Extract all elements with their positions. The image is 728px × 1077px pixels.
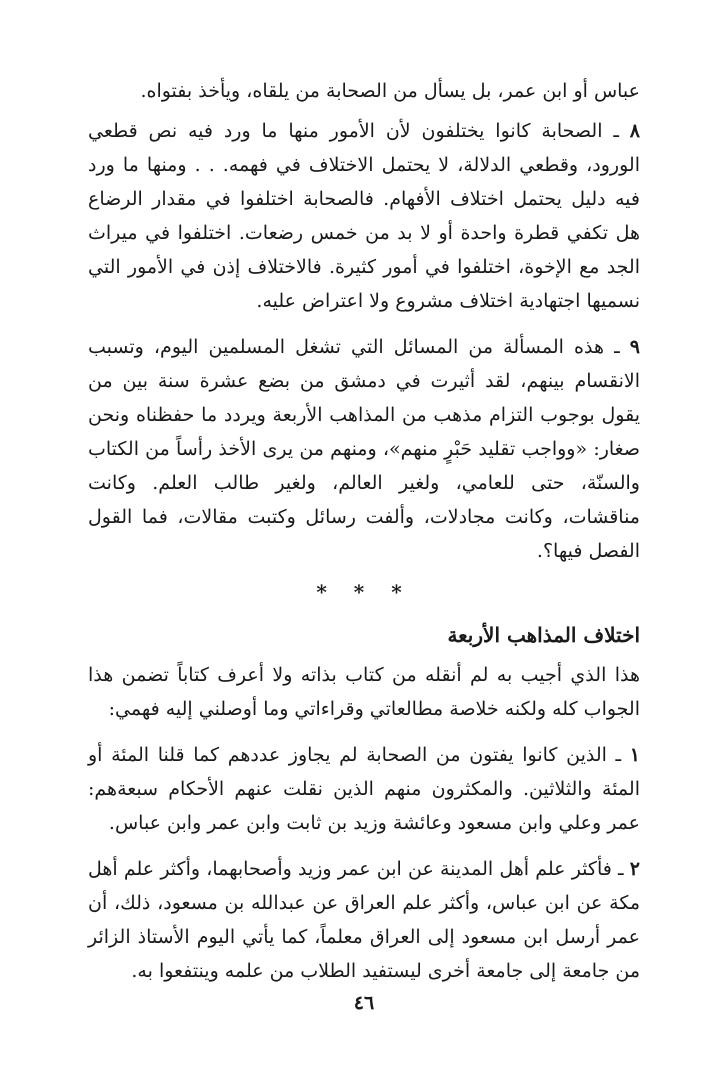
- page-number: ٤٦: [353, 992, 375, 1014]
- paragraph-text: هذا الذي أجيب به لم أنقله من كتاب بذاته ولا أعرف كتاباً تضمن هذا الجواب كله ولكنه خلاصة مطالعاتي وقراءاتي وما أوصلني إليه فهمي:: [88, 664, 640, 720]
- paragraph-text: عباس أو ابن عمر، بل يسأل من الصحابة من يلقاه، ويأخذ بفتواه.: [140, 80, 640, 102]
- paragraph-text: ـ هذه المسألة من المسائل التي تشغل المسلمين اليوم، وتسبب الانقسام بينهم، لقد أثيرت في دمشق من بضع عشرة سنة بين من يقول بوجوب التزام مذهب من المذاهب الأربعة ويردد ما حفظناه ونحن صغار: «وواجب تقليد حَبْرٍ منهم»، ومنهم من يرى الأخذ رأساً من الكتاب والسنّة، حتى للعامي، ولغير العالم، ولغير طالب العلم. وكانت مناقشات، وكانت مجادلات، وألفت رسائل وكتبت مقالات، فما القول الفصل فيها؟.: [88, 336, 640, 562]
- section-point-2: [88, 852, 640, 988]
- paragraph-text: ـ فأكثر علم أهل المدينة عن ابن عمر وزيد وأصحابهما، وأكثر علم أهل مكة عن ابن عباس، وأكثر علم العراق عن عبدالله بن مسعود، ذلك، أن عمر أرسل ابن مسعود إلى العراق معلماً، كما يأتي اليوم الأستاذ الزائر من جامعة إلى جامعة أخرى ليستفيد الطلاب من علمه وينتفعوا به.: [88, 858, 640, 982]
- paragraph-8: [88, 114, 640, 318]
- section-separator: * * *: [316, 580, 412, 604]
- section-heading: اختلاف المذاهب الأربعة: [447, 623, 640, 647]
- paragraph-continuation: [88, 74, 640, 108]
- page-body: [88, 74, 640, 1000]
- paragraph-number: ١: [629, 744, 640, 766]
- paragraph-9: [88, 330, 640, 568]
- section-intro: [88, 658, 640, 726]
- paragraph-number: ٨: [629, 120, 640, 142]
- paragraph-number: ٢: [629, 858, 640, 880]
- paragraph-number: ٩: [629, 336, 640, 358]
- paragraph-text: ـ الذين كانوا يفتون من الصحابة لم يجاوز عددهم كما قلنا المئة أو المئة والثلاثين. والمكثرون منهم الذين نقلت عنهم الأحكام سبعةهم: عمر وعلي وابن مسعود وعائشة وزيد بن ثابت وابن عمر وابن عباس.: [88, 744, 640, 834]
- paragraph-text: ـ الصحابة كانوا يختلفون لأن الأمور منها ما ورد فيه نص قطعي الورود، وقطعي الدلالة، لا يحتمل الاختلاف في فهمه. . . ومنها ما ورد فيه دليل يحتمل اختلاف الأفهام. فالصحابة اختلفوا في مقدار الرضاع هل تكفي قطرة واحدة أو لا بد من خمس رضعات. اختلفوا في ميراث الجد مع الإخوة، اختلفوا في أمور كثيرة. فالاختلاف إذن في الأمور التي نسميها اجتهادية اختلاف مشروع ولا اعتراض عليه.: [88, 120, 640, 312]
- section-point-1: [88, 738, 640, 840]
